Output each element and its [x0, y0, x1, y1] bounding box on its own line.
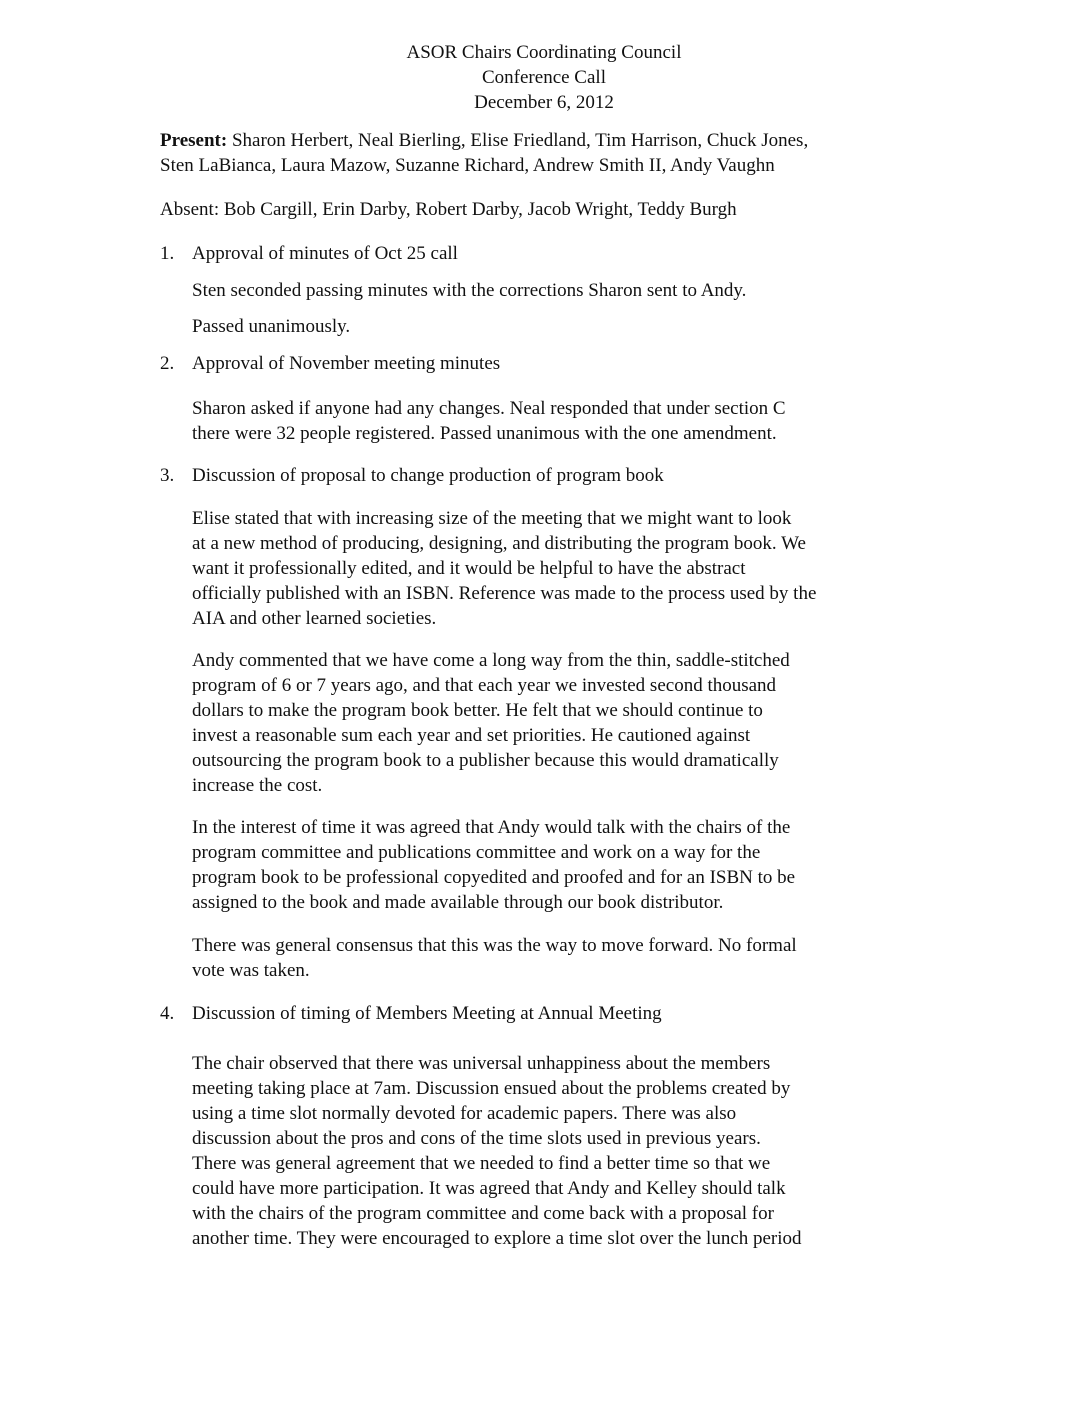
item-number: 1. — [160, 243, 175, 264]
header-organization: ASOR Chairs Coordinating Council — [406, 42, 682, 63]
paragraph-line: Andy commented that we have come a long way from the thin, saddle-stitched — [192, 650, 790, 671]
paragraph-line: program of 6 or 7 years ago, and that each year we invested second thousand — [192, 675, 777, 696]
paragraph-line: There was general agreement that we needed to find a better time so that we — [192, 1153, 771, 1174]
paragraph-line: In the interest of time it was agreed that Andy would talk with the chairs of the — [192, 817, 791, 838]
paragraph-line: using a time slot normally devoted for academic papers. There was also — [192, 1103, 737, 1124]
paragraph-line: program book to be professional copyedited and proofed and for an ISBN to be — [192, 867, 796, 888]
paragraph-line: The chair observed that there was universal unhappiness about the members — [192, 1053, 771, 1074]
paragraph-line: want it professionally edited, and it would be helpful to have the abstract — [192, 558, 746, 579]
paragraph-line: Passed unanimously. — [192, 316, 351, 337]
present-names-line-1: Sharon Herbert, Neal Bierling, Elise Friedland, Tim Harrison, Chuck Jones, — [227, 130, 809, 151]
paragraph — [192, 648, 932, 798]
paragraph-line: increase the cost. — [192, 775, 323, 796]
item-number: 4. — [160, 1003, 175, 1024]
item-title: Discussion of proposal to change production of program book — [192, 465, 664, 486]
item-number: 2. — [160, 353, 175, 374]
present-list — [160, 128, 940, 178]
paragraph-line: dollars to make the program book better. He felt that we should continue to — [192, 700, 763, 721]
paragraph-line: vote was taken. — [192, 960, 310, 981]
paragraph-line: AIA and other learned societies. — [192, 608, 437, 629]
paragraph-line: with the chairs of the program committee and come back with a proposal for — [192, 1203, 774, 1224]
paragraph-line: there were 32 people registered. Passed unanimous with the one amendment. — [192, 423, 777, 444]
paragraph — [192, 506, 932, 631]
paragraph — [192, 815, 932, 915]
paragraph-line: Sten seconded passing minutes with the corrections Sharon sent to Andy. — [192, 280, 747, 301]
paragraph-line: officially published with an ISBN. Reference was made to the process used by the — [192, 583, 817, 604]
paragraph-line: Sharon asked if anyone had any changes. Neal responded that under section C — [192, 398, 786, 419]
item-title: Discussion of timing of Members Meeting at Annual Meeting — [192, 1003, 662, 1024]
paragraph-line: another time. They were encouraged to explore a time slot over the lunch period — [192, 1228, 802, 1249]
paragraph-line: assigned to the book and made available through our book distributor. — [192, 892, 724, 913]
document-header — [0, 40, 1088, 115]
present-label: Present: — [160, 130, 228, 151]
item-title: Approval of minutes of Oct 25 call — [192, 243, 458, 264]
paragraph — [192, 933, 932, 983]
header-meeting-type: Conference Call — [482, 67, 606, 88]
paragraph — [192, 396, 932, 446]
paragraph-line: program committee and publications committee and work on a way for the — [192, 842, 761, 863]
paragraph-line: There was general consensus that this was the way to move forward. No formal — [192, 935, 797, 956]
present-names-line-2: Sten LaBianca, Laura Mazow, Suzanne Richard, Andrew Smith II, Andy Vaughn — [160, 155, 775, 176]
item-number: 3. — [160, 465, 175, 486]
absent-list: Absent: Bob Cargill, Erin Darby, Robert Darby, Jacob Wright, Teddy Burgh — [160, 199, 737, 220]
paragraph-line: meeting taking place at 7am. Discussion ensued about the problems created by — [192, 1078, 791, 1099]
header-date: December 6, 2012 — [474, 92, 614, 113]
paragraph-line: outsourcing the program book to a publisher because this would dramatically — [192, 750, 779, 771]
paragraph-line: could have more participation. It was agreed that Andy and Kelley should talk — [192, 1178, 786, 1199]
paragraph-line: Elise stated that with increasing size of the meeting that we might want to look — [192, 508, 792, 529]
paragraph — [192, 1051, 932, 1251]
paragraph-line: discussion about the pros and cons of the time slots used in previous years. — [192, 1128, 761, 1149]
paragraph-line: invest a reasonable sum each year and set priorities. He cautioned against — [192, 725, 751, 746]
item-title: Approval of November meeting minutes — [192, 353, 501, 374]
paragraph-line: at a new method of producing, designing, and distributing the program book. We — [192, 533, 806, 554]
